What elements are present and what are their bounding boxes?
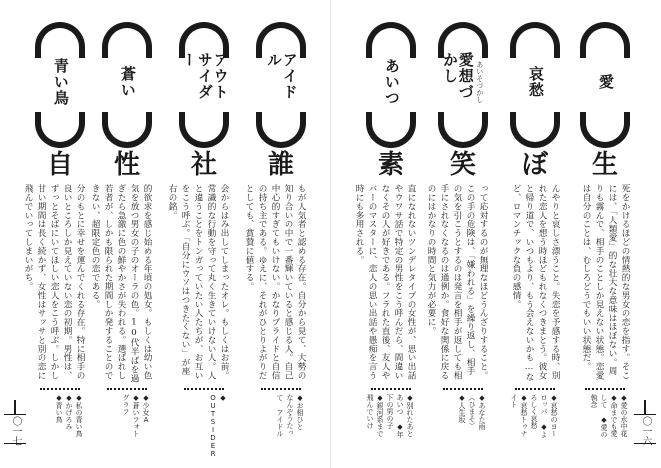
entry-body: [90, 150, 153, 438]
entry-title-box: [365, 52, 417, 112]
entry-text: 直になれないツンデレタイプの女性が、思い出話やウワサ話で特定の男性をこう呼んだら、間違いなくその人が好きである。フラれた直後、友人やバーのマスターに、恋人の思い出話や愚痴を言う時にも多用される。: [354, 184, 416, 380]
right-page: [330, 0, 661, 468]
bracket-bottom: [102, 112, 152, 148]
entry-title-box: [101, 52, 153, 112]
entry-aoi: [90, 14, 153, 438]
related-songs: ◆哀愁のヨーロッパ ◆よろしく哀愁 ◆哀愁トゥナイト: [510, 394, 558, 438]
entry-title: 愛: [596, 74, 615, 90]
entry-body: [426, 150, 489, 438]
lead-character: 自: [46, 150, 74, 180]
lead-character: ぼ: [521, 150, 549, 180]
entry-heading: [101, 14, 153, 150]
bracket-bottom: [510, 112, 560, 148]
entry-text: もが人気者と認める存在。自分から見て、大勢の知り合いの中で一番輝いていると感じる人。自己中心的すぎてもいけない。かなりプライドと自信の持ち主である。ゆえに、それがひとりよがりだとしても、賞賛に値する。: [244, 184, 306, 380]
related-songs: ◆愛の水中花 ◆命までも愛して ◆愛の執念: [590, 394, 628, 438]
bracket-bottom: [438, 112, 488, 148]
entry-body: [354, 150, 417, 438]
dotted-divider: [443, 388, 483, 390]
entry-heading: [365, 14, 417, 150]
left-page: [0, 0, 330, 468]
entry-heading: [437, 14, 489, 150]
dotted-divider: [371, 388, 411, 390]
entry-heading: [509, 14, 561, 150]
related-songs: ◆私の青い鳥 ◆かげろみ ◆青い鳥: [55, 394, 83, 437]
entry-heading: [579, 14, 631, 150]
related-songs: ◆別れたあとあいつ ◆年下の男の子 ◆銀河系まで飛んでいけ: [366, 394, 414, 438]
entry-aisozukashi: [426, 14, 489, 438]
entry-ai: [579, 14, 631, 438]
entry-title: アイドル: [265, 52, 299, 100]
bracket-bottom: [35, 112, 85, 148]
page-number-left: [4, 400, 26, 450]
entry-title-box: [255, 52, 307, 112]
page-marker-line: [644, 400, 646, 414]
entry-body: [579, 150, 631, 438]
entry-text: 分のもとに幸せを運んでくれる存在。特に相手の良いところしか見えていない恋の初期。男性は、ずっとそばにいてほしい恋人をこう呼ぶ。しかし甘い期間は長く続かず、女性はサッサと別の恋に飛んでいってしまいがち。: [23, 184, 85, 380]
page-number: 〇一六: [640, 416, 651, 446]
entry-title: 愛想づかし: [441, 52, 475, 100]
entry-title-box: [579, 52, 631, 112]
related-songs: ◆お相ひと なんぞうたって アイドル: [276, 394, 304, 437]
bracket-bottom: [256, 112, 306, 148]
dotted-divider: [261, 388, 301, 390]
lead-character: 生: [591, 150, 619, 180]
entry-heading: [34, 14, 86, 150]
lead-character: 素: [377, 150, 405, 180]
entry-aitsu: [354, 14, 417, 438]
bracket-bottom: [366, 112, 416, 148]
entry-body: [23, 150, 86, 438]
entry-title: 蒼い: [118, 66, 137, 98]
entry-text: って応対するのが無理なほどうんざりすること。この手の危険は、「嫌われる」を繰り返し、相手の気を引こうとするのは発言を相手が返しても相手にされなくなるのは通例か。食好な関係に戻るのにはかなりの時間と気力が必要に。: [426, 184, 488, 380]
entry-text: 死をかけるほどの情熱的な男女の恋を指す。そこには、「人類愛」的な壮大な意味はほぼない。周りも霧んで、相手のことしか見えない状態。恋愛は自分のことは、むしろどうでもいい状態だ。: [581, 184, 630, 380]
lead-character: 笑: [449, 150, 477, 180]
entry-reading: あいそづかし: [475, 61, 484, 103]
entry-outsider: [167, 14, 230, 458]
entry-title-box: [509, 52, 561, 112]
entry-title: 青い鳥: [51, 58, 70, 106]
entry-heading: [255, 14, 307, 150]
entry-title-box: [437, 52, 489, 112]
dotted-divider: [184, 388, 224, 390]
entry-title-box: [34, 52, 86, 112]
entry-aishu: [509, 14, 561, 438]
related-songs: ◆少女A ◆蒼いフォトグラフ: [122, 394, 150, 437]
entry-idol: [244, 14, 307, 438]
entry-text: んやりと哀しさ漂うこと。失恋を予感する時、別れた恋人を想う時ほどもれなくつきまとう。彼女と帰り道で、いつもより、もう会えないかも…など、ロマンチックな負の感情。: [511, 184, 560, 382]
entry-title: あいつ: [382, 58, 401, 106]
entry-body: [509, 150, 561, 438]
dotted-divider: [585, 388, 625, 390]
related-songs: ◆あなた雨 （ひまそ） ◆人生坂: [458, 394, 486, 430]
page-marker-line: [14, 400, 16, 414]
bracket-bottom: [179, 112, 229, 148]
entry-aoi-tori: [23, 14, 86, 438]
related-songs: ◆ OUTSIDER: [209, 394, 227, 458]
entry-title: 哀愁: [526, 66, 545, 98]
entry-body: [244, 150, 307, 438]
lead-character: 性: [113, 150, 141, 180]
entry-title: アウトサイダー: [180, 52, 230, 100]
page-number-right: [634, 400, 656, 450]
entry-text: 会からはみ出してしまったオレ。もしくはお前。常識的な行動を守って丸く生きていけない人。人と違うことをトンガっていたい人たちが、お互いをこう呼ぶ。「自分にウソはつきたくない」が座右の銘。: [167, 184, 229, 380]
dotted-divider: [40, 388, 80, 390]
entry-text: 的欲求を感じ始める年頃の処女。もしくは幼い色気を放つ男女の子のオーラの色。10代半ばを過ぎたら急激に色の鮮やかさが失われる。選ばれし若者が、しかも限られた期間しか発することのできない、超限定色の恋である。: [90, 184, 152, 383]
entry-body: [167, 150, 230, 458]
page-number: 〇一七: [10, 416, 21, 446]
dotted-divider: [107, 388, 147, 390]
entry-title-box: [178, 52, 230, 112]
lead-character: 社: [190, 150, 218, 180]
bracket-bottom: [580, 112, 630, 148]
lead-character: 誰: [267, 150, 295, 180]
entry-heading: [178, 14, 230, 150]
dotted-divider: [515, 388, 555, 390]
